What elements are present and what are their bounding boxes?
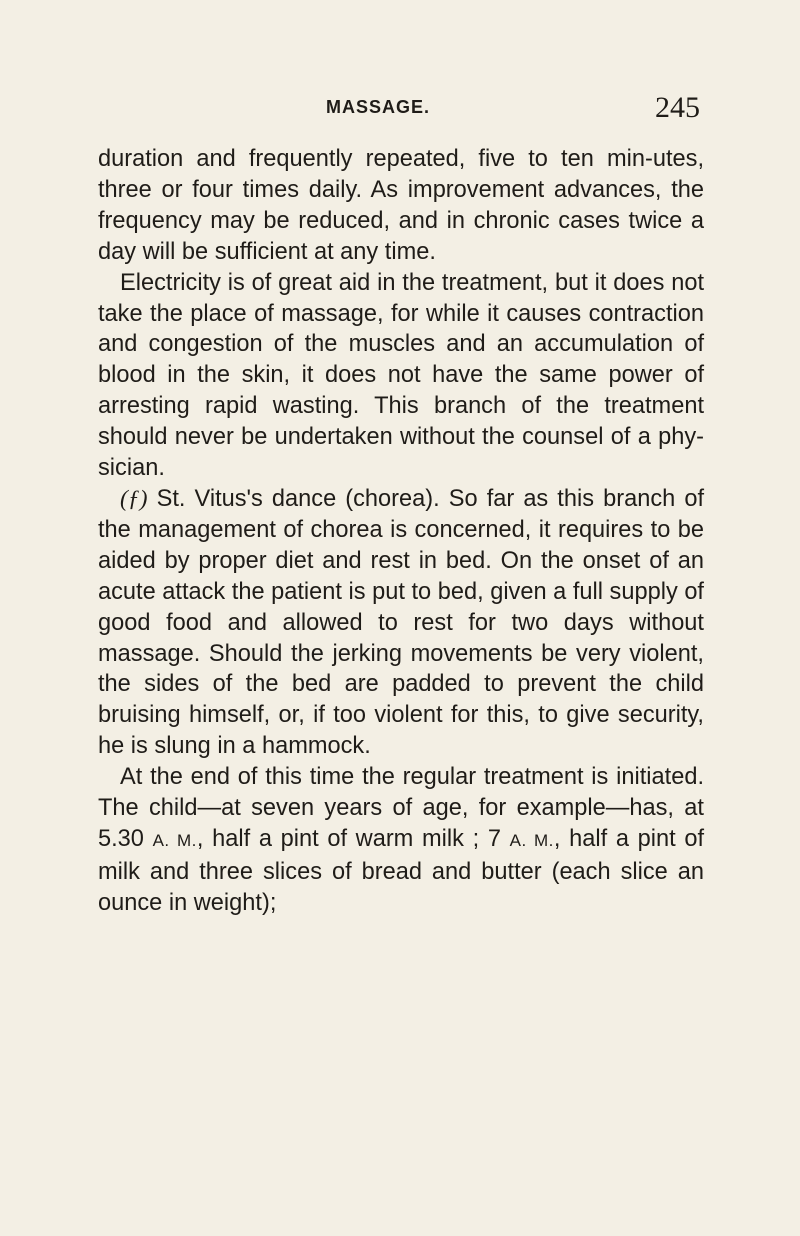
paragraph-4-part-2: , half a pint of warm milk ; 7 (196, 825, 510, 852)
paragraph-4-part-3: , half a pint of milk and three slices of bread and butter (each slice an ounce in weight); (98, 825, 705, 916)
time-am-2: A. M. (509, 830, 554, 850)
running-title: MASSAGE. (325, 97, 430, 117)
paragraph-3 (98, 484, 704, 762)
paragraph-2: Electricity is of great aid in the treatment, but it does not take the place of massage, for while it causes contraction and congestion of the muscles and an accumulation of blood in the skin, it does not have the same power of arresting rapid wasting. This branch of the treatment should never be undertaken without the counsel of a phy-sician. (98, 269, 704, 482)
body-text (98, 144, 704, 919)
time-am-1: A. M. (152, 830, 197, 850)
paragraph-1: duration and frequently repeated, five to ten min-utes, three or four times daily. As improvement advances, the frequency may be reduced, and in chronic cases twice a day will be sufficient at any time. (98, 146, 704, 265)
section-marker: (ƒ) (120, 485, 148, 512)
paragraph-3-text: St. Vitus's dance (chorea). So far as this branch of the management of chorea is concerned, it requires to be aided by proper diet and rest in bed. On the onset of an acute attack the patient is put to bed, given a full supply of good food and allowed to rest for two days without massage. Should the jerking movements be very violent, the sides of the bed are padded to prevent the child bruising himself, or, if too violent for this, to give security, he is slung in a hammock. (98, 485, 704, 760)
page-number: 245 (655, 91, 700, 124)
paragraph-4-part-1: At the end of this time the regular treatment is initiated. The child—at seven years of age, for example—has, at 5.30 (98, 764, 704, 852)
running-head (98, 93, 702, 133)
paragraph-4 (98, 762, 704, 919)
